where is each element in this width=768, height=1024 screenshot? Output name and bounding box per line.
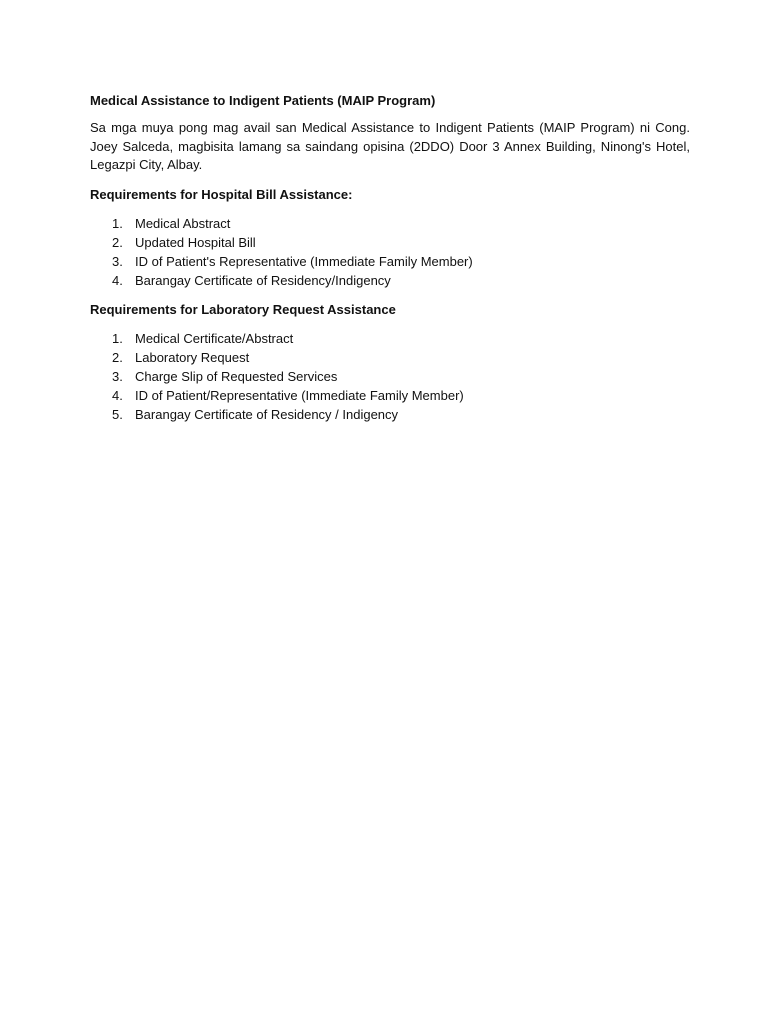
hospital-bill-requirements-list [90, 214, 690, 290]
document-page [90, 92, 690, 435]
list-item-text: Medical Certificate/Abstract [135, 330, 294, 346]
list-item-text: Barangay Certificate of Residency/Indigency [135, 272, 391, 288]
list-item-number: 1. [112, 215, 123, 231]
list-item-text: ID of Patient/Representative (Immediate Family Member) [135, 387, 464, 403]
list-item [90, 386, 690, 405]
list-item-text: Laboratory Request [135, 349, 250, 365]
intro-paragraph: Sa mga muya pong mag avail san Medical Assistance to Indigent Patients (MAIP Program) ni Cong. Joey Salceda, magbisita lamang sa saindang opisina (2DDO) Door 3 Annex Building, Ninong's Hotel, Legazpi City, Albay. [90, 120, 690, 172]
list-item-number: 4. [112, 272, 123, 288]
list-item [90, 367, 690, 386]
list-item [90, 405, 690, 424]
list-item [90, 233, 690, 252]
list-item-number: 1. [112, 330, 123, 346]
list-item [90, 329, 690, 348]
list-item [90, 252, 690, 271]
list-item-text: Barangay Certificate of Residency / Indigency [135, 406, 399, 422]
list-item [90, 271, 690, 290]
list-item-text: Medical Abstract [135, 215, 231, 231]
list-item-number: 3. [112, 368, 123, 384]
list-item-text: Updated Hospital Bill [135, 234, 256, 250]
list-item-number: 4. [112, 387, 123, 403]
hospital-bill-heading: Requirements for Hospital Bill Assistance: [90, 186, 353, 202]
list-item-number: 2. [112, 234, 123, 250]
list-item [90, 348, 690, 367]
list-item-number: 5. [112, 406, 123, 422]
list-item-number: 3. [112, 253, 123, 269]
list-item-text: ID of Patient's Representative (Immediate Family Member) [135, 253, 473, 269]
document-title: Medical Assistance to Indigent Patients (MAIP Program) [90, 93, 436, 108]
list-item-number: 2. [112, 349, 123, 365]
list-item [90, 214, 690, 233]
list-item-text: Charge Slip of Requested Services [135, 368, 338, 384]
laboratory-request-requirements-list [90, 329, 690, 424]
laboratory-request-heading: Requirements for Laboratory Request Assistance [90, 301, 396, 317]
